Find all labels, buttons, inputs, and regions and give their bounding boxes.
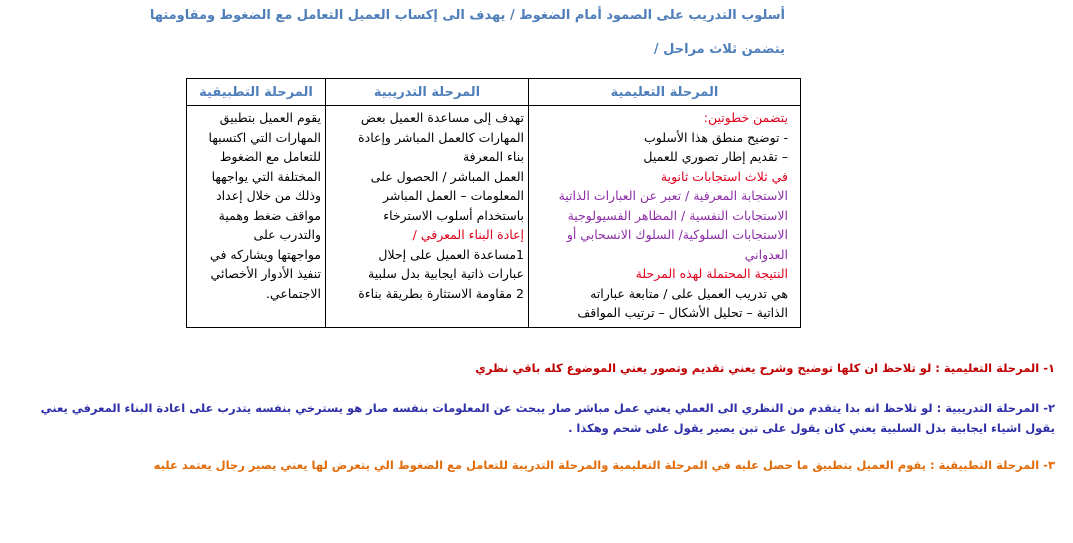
applied-line: المختلفة التي يواجهها <box>211 168 321 184</box>
training-line: المهارات كالعمل المباشر وإعادة <box>358 129 524 145</box>
applied-line: تنفيذ الأدوار الأخصائي <box>210 266 321 281</box>
applied-line: والتدرب على <box>253 227 321 242</box>
stages-intro: يتضمن ثلاث مراحل / <box>653 42 785 57</box>
educational-line: العدواني <box>744 246 788 262</box>
header-applied: المرحلة التطبيقية <box>187 79 326 106</box>
applied-line: الاجتماعي. <box>266 285 321 301</box>
educational-line: الذاتية – تحليل الأشكال – ترتيب المواقف <box>577 305 788 320</box>
educational-line: النتيجة المحتملة لهذه المرحلة <box>635 266 788 281</box>
note-educational-stage: ١- المرحلة التعليمية : لو تلاحظ ان كلها توضيح وشرح يعني تقديم وتصور يعني الموضوع كله باقي نظري <box>475 361 1055 375</box>
table-row <box>187 106 801 328</box>
applied-line: مواقف ضغط وهمية <box>218 207 321 223</box>
training-line: عبارات ذاتية ايجابية بدل سلبية <box>368 266 524 281</box>
training-line: 2 مقاومة الاستثارة بطريقة بناءة <box>358 285 524 301</box>
note-applied-stage: ٣- المرحلة التطبيقية : يقوم العميل بتطبيق ما حصل عليه في المرحلة التعليمية والمرحلة التدريبة للتعامل مع الضغوط الي يتعرض لها يعني يصير رجال يعتمد عليه <box>153 458 1055 472</box>
training-line: 1مساعدة العميل على إحلال <box>378 246 524 262</box>
training-line: العمل المباشر / الحصول على <box>370 168 524 184</box>
training-stage-cell <box>326 106 529 328</box>
applied-line: يقوم العميل بتطبيق <box>219 110 321 125</box>
educational-line: - توضيح منطق هذا الأسلوب <box>643 129 788 145</box>
educational-stage-cell <box>529 106 801 328</box>
applied-line: مواجهتها ويشاركه في <box>210 246 321 262</box>
training-line: باستخدام أسلوب الاسترخاء <box>383 207 524 223</box>
header-training: المرحلة التدريبية <box>326 79 529 106</box>
educational-line: هي تدريب العميل على / متابعة عباراته <box>590 285 788 301</box>
applied-line: للتعامل مع الضغوط <box>219 149 321 164</box>
applied-line: وذلك من خلال إعداد <box>216 188 321 203</box>
note-training-stage: ٢- المرحلة التدريبية : لو تلاحظ انه بدا يتقدم من النظري الى العملي يعني عمل مباشر صار يبحث عن المعلومات بنفسه صار هو يسترخي بنفسه يتدرب على اعادة البناء المعرفي يعني يقول اشياء ايجابية بدل السلبية يعني كان يقول على تبن يصير يقول على شحم وهكذا . <box>40 401 1055 435</box>
educational-line: في ثلاث استجابات ثانوية <box>660 168 788 184</box>
table-header-row <box>187 79 801 106</box>
applied-line: المهارات التي اكتسبها <box>208 129 321 145</box>
educational-line: الاستجابات النفسية / المظاهر الفسيولوجية <box>567 207 788 223</box>
training-line: تهدف إلى مساعدة العميل بعض <box>360 110 524 125</box>
stages-table <box>186 78 801 328</box>
applied-stage-cell <box>187 106 326 328</box>
educational-line: – تقديم إطار تصوري للعميل <box>643 149 788 164</box>
educational-line: الاستجابة المعرفية / تعبر عن العبارات الذاتية <box>558 188 788 203</box>
training-line: إعادة البناء المعرفي / <box>412 227 524 242</box>
educational-line: يتضمن خطوتين: <box>703 110 788 125</box>
training-line: بناء المعرفة <box>462 149 524 164</box>
document-title: أسلوب التدريب على الصمود أمام الضغوط / يهدف الى إكساب العميل التعامل مع الضغوط ومقاومتها <box>149 8 785 23</box>
header-educational: المرحلة التعليمية <box>529 79 801 106</box>
educational-line: الاستجابات السلوكية/ السلوك الانسحابي أو <box>566 227 788 242</box>
training-line: المعلومات – العمل المباشر <box>382 188 524 203</box>
